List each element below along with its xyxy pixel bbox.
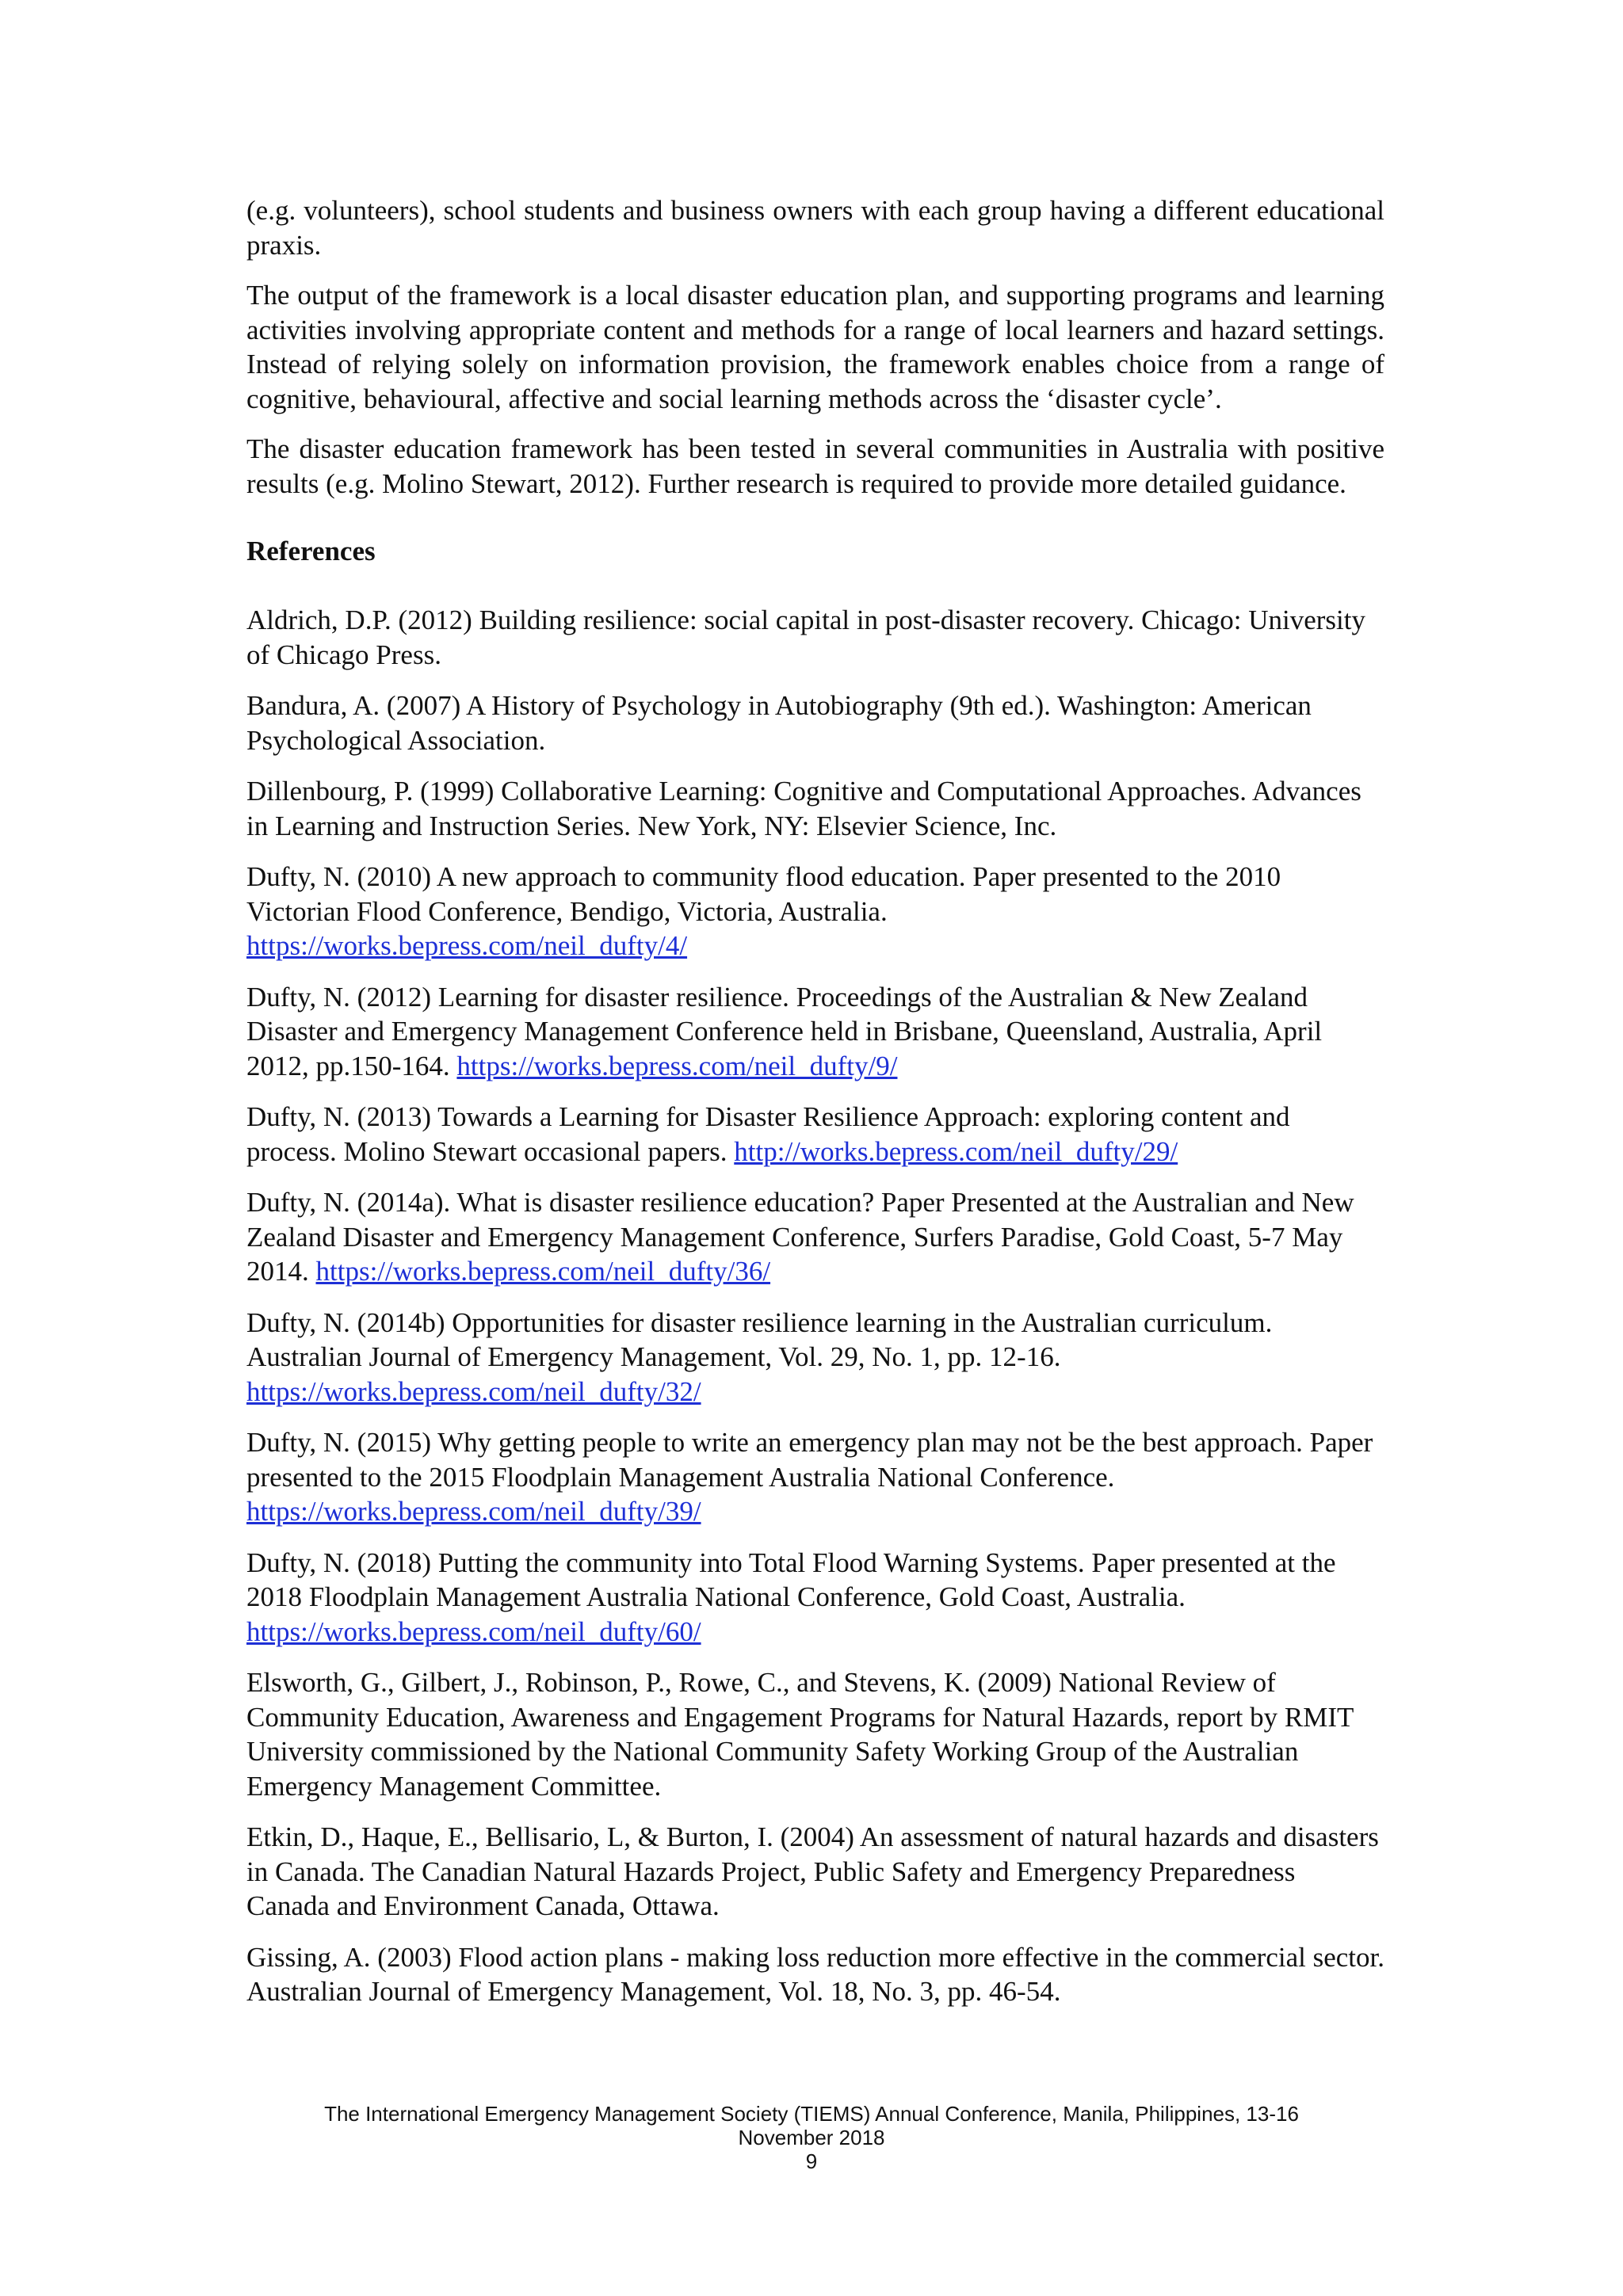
reference-text: Elsworth, G., Gilbert, J., Robinson, P., Rowe, C., and Stevens, K. (2009) National Review of Community Education, Awareness and Engagement Programs for Natural Hazards, report by RMIT University commissioned by the National Community Safety Working Group of the Australian Emergency Management Committee. xyxy=(246,1667,1354,1802)
reference-item xyxy=(246,1665,1384,1803)
reference-item xyxy=(246,1546,1384,1650)
body-paragraph: (e.g. volunteers), school students and business owners with each group having a different educational praxis. xyxy=(246,195,1384,261)
reference-text: Dufty, N. (2018) Putting the community into Total Flood Warning Systems. Paper presented at the 2018 Floodplain Management Australia National Conference, Gold Coast, Australia. xyxy=(246,1547,1336,1612)
reference-item xyxy=(246,688,1384,757)
reference-item xyxy=(246,1425,1384,1529)
references-heading: References xyxy=(246,536,376,566)
reference-text: Dillenbourg, P. (1999) Collaborative Learning: Cognitive and Computational Approaches. Advances in Learning and Instruction Series. New York, NY: Elsevier Science, Inc. xyxy=(246,776,1361,841)
reference-text: Aldrich, D.P. (2012) Building resilience: social capital in post-disaster recovery. Chicago: University of Chicago Press. xyxy=(246,605,1365,670)
footer-conference-line: The International Emergency Management Society (TIEMS) Annual Conference, Manila, Philippines, 13-16 xyxy=(324,2102,1299,2126)
reference-link[interactable]: https://works.bepress.com/neil_dufty/36/ xyxy=(315,1256,771,1287)
reference-text: Bandura, A. (2007) A History of Psychology in Autobiography (9th ed.). Washington: American Psychological Association. xyxy=(246,690,1312,756)
body-paragraph: The disaster education framework has been tested in several communities in Australia with positive results (e.g. Molino Stewart, 2012). Further research is required to provide more detailed guidance. xyxy=(246,433,1384,499)
reference-link[interactable]: https://works.bepress.com/neil_dufty/39/ xyxy=(246,1496,701,1527)
reference-item xyxy=(246,1185,1384,1289)
body-paragraph: The output of the framework is a local disaster education plan, and supporting programs and learning activities involving appropriate content and methods for a range of local learners and hazard settings. Instead of relying solely on information provision, the framework enables choice from a range of cognitive, behavioural, affective and social learning methods across the ‘disaster cycle’. xyxy=(246,280,1384,414)
reference-link[interactable]: https://works.bepress.com/neil_dufty/60/ xyxy=(246,1615,701,1647)
reference-text: Dufty, N. (2013) Towards a Learning for Disaster Resilience Approach: exploring content and process. Molino Stewart occasional papers. xyxy=(246,1101,1290,1167)
page-footer xyxy=(0,2102,1623,2173)
reference-text: Etkin, D., Haque, E., Bellisario, L, & Burton, I. (2004) An assessment of natural hazards and disasters in Canada. The Canadian Natural Hazards Project, Public Safety and Emergency Preparedness Canada and Environment Canada, Ottawa. xyxy=(246,1821,1379,1921)
reference-link[interactable]: https://works.bepress.com/neil_dufty/32/ xyxy=(246,1375,701,1407)
reference-item xyxy=(246,603,1384,672)
references-list xyxy=(246,603,1384,2009)
reference-link[interactable]: http://works.bepress.com/neil_dufty/29/ xyxy=(734,1135,1178,1167)
reference-text: Dufty, N. (2014a). What is disaster resilience education? Paper Presented at the Australian and New Zealand Disaster and Emergency Management Conference, Surfers Paradise, Gold Coast, 5-7 May 2014. xyxy=(246,1187,1354,1287)
reference-link[interactable]: https://works.bepress.com/neil_dufty/4/ xyxy=(246,930,688,961)
reference-text: Gissing, A. (2003) Flood action plans - making loss reduction more effective in the commercial sector. Australian Journal of Emergency Management, Vol. 18, No. 3, pp. 46-54. xyxy=(246,1941,1384,2007)
reference-item xyxy=(246,1100,1384,1169)
reference-item xyxy=(246,1306,1384,1409)
reference-item xyxy=(246,980,1384,1084)
page-content xyxy=(246,193,1384,2026)
page-number: 9 xyxy=(805,2149,818,2173)
reference-text: Dufty, N. (2014b) Opportunities for disaster resilience learning in the Australian curriculum. Australian Journal of Emergency Management, Vol. 29, No. 1, pp. 12-16. xyxy=(246,1306,1273,1372)
reference-link[interactable]: https://works.bepress.com/neil_dufty/9/ xyxy=(456,1050,898,1081)
footer-date-line: November 2018 xyxy=(738,2126,885,2149)
reference-text: Dufty, N. (2010) A new approach to community flood education. Paper presented to the 2010 Victorian Flood Conference, Bendigo, Victoria, Australia. xyxy=(246,861,1281,927)
reference-text: Dufty, N. (2015) Why getting people to write an emergency plan may not be the best approach. Paper presented to the 2015 Floodplain Management Australia National Conference. xyxy=(246,1427,1373,1493)
reference-item xyxy=(246,774,1384,843)
reference-text: Dufty, N. (2012) Learning for disaster resilience. Proceedings of the Australian & New Zealand Disaster and Emergency Management Conference held in Brisbane, Queensland, Australia, April 2012, pp.150-164. xyxy=(246,981,1323,1081)
reference-item xyxy=(246,1940,1384,2009)
reference-item xyxy=(246,1820,1384,1924)
reference-item xyxy=(246,860,1384,963)
